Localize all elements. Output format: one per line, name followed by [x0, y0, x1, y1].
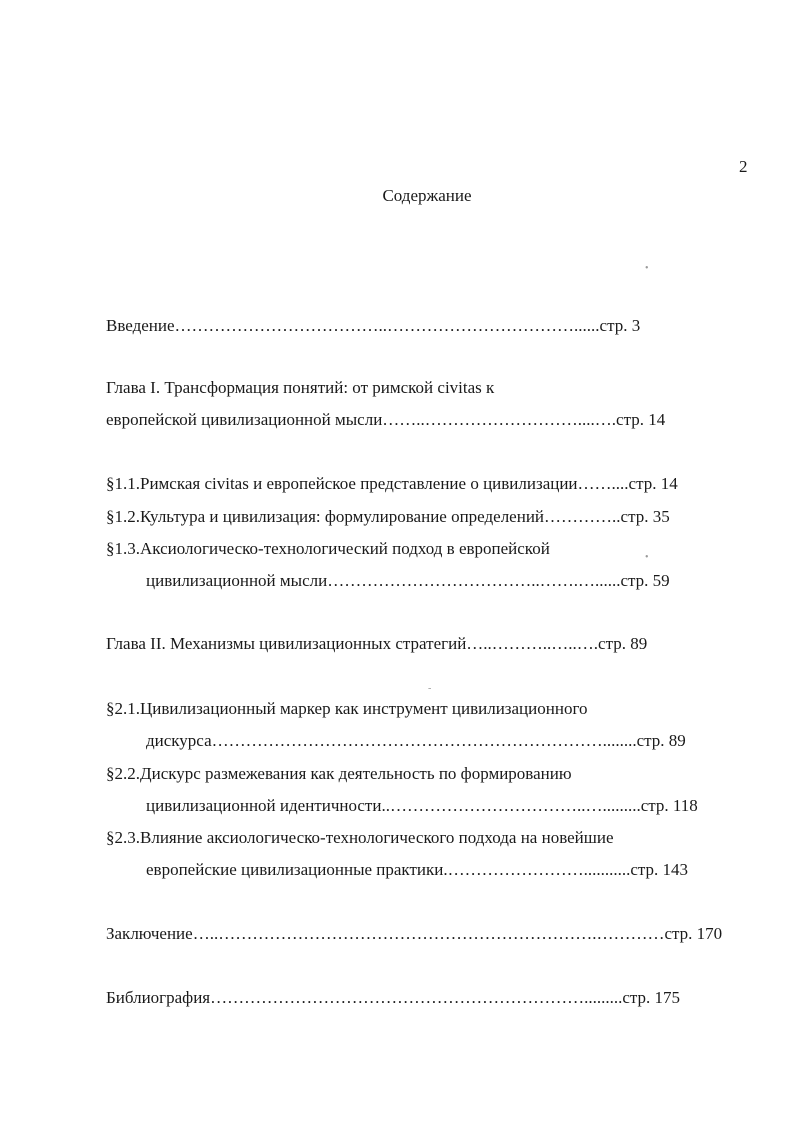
toc-entry-section-2-2-line-1: §2.2.Дискурс размежевания как деятельность по формированию	[106, 764, 572, 783]
toc-entry-chapter-1-line-2: европейской цивилизационной мысли……..………………………....….стр. 14	[106, 410, 666, 429]
toc-entry-section-1-2: §1.2.Культура и цивилизация: формулирование определений…………..стр. 35	[106, 507, 670, 526]
toc-entry-bibliography: Библиография………………………………………………………….........стр. 175	[106, 988, 681, 1007]
scan-speck: •	[645, 552, 649, 563]
scan-speck: •	[645, 263, 649, 274]
toc-entry-section-1-1: §1.1.Римская civitas и европейское представление о цивилизации……....стр. 14	[106, 474, 678, 493]
toc-entry-section-2-1-line-1: §2.1.Цивилизационный маркер как инструмент цивилизационного	[106, 699, 588, 718]
toc-entry-section-2-3-line-1: §2.3.Влияние аксиологическо-технологического подхода на новейшие	[106, 828, 614, 847]
toc-entry-chapter-2: Глава II. Механизмы цивилизационных стратегий…..………..…..….стр. 89	[106, 634, 648, 653]
toc-entry-chapter-1-line-1: Глава I. Трансформация понятий: от римской civitas к	[106, 378, 495, 397]
toc-entry-section-2-1-line-2: дискурса……………………………………………………………........стр. 89	[146, 731, 686, 750]
page-number: 2	[739, 157, 748, 176]
toc-entry-section-1-3-line-1: §1.3.Аксиологическо-технологический подход в европейской	[106, 539, 550, 558]
toc-entry-section-2-2-line-2: цивилизационной идентичности..……………………………..….........стр. 118	[146, 796, 698, 815]
toc-entry-conclusion: Заключение…..………………………………………………………….…………стр. 170	[106, 924, 723, 943]
toc-entry-section-1-3-line-2: цивилизационной мысли………………………………..…….…......стр. 59	[146, 571, 670, 590]
toc-entry-introduction: Введение………………………………..……………………………......стр. 3	[106, 316, 641, 335]
toc-entry-section-2-3-line-2: европейские цивилизационные практики.……………………...........стр. 143	[146, 860, 689, 879]
scan-speck: -	[428, 683, 432, 694]
page-title: Содержание	[382, 186, 472, 205]
